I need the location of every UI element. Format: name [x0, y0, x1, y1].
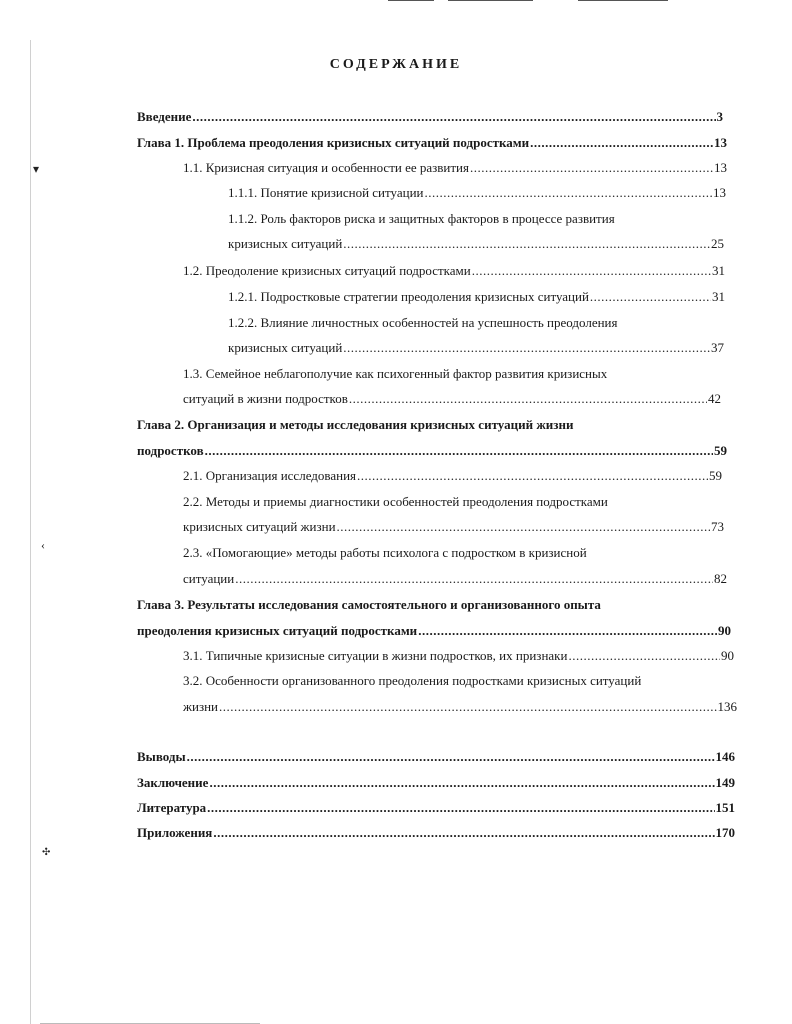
toc-page-number: 149: [715, 775, 735, 790]
toc-entry-text: Выводы: [137, 749, 186, 764]
toc-page-number: 73: [711, 519, 724, 534]
toc-entry-text: Литература: [137, 800, 207, 815]
toc-entry-text: ситуации: [183, 571, 235, 586]
toc-entry-text: кризисных ситуаций: [228, 340, 343, 355]
toc-entry-section-1-1-1: [228, 184, 726, 202]
toc-page-number: 170: [715, 825, 735, 840]
toc-entry-chapter-2-cont: [137, 442, 727, 460]
leader-dots: [349, 390, 707, 408]
toc-entry-text: Введение: [137, 109, 192, 124]
toc-entry-section-1-2-2: 1.2.2. Влияние личностных особенностей на успешность преодоления: [228, 315, 618, 330]
margin-speck-mark: ✣: [42, 847, 51, 858]
toc-entry-section-2-3-cont: [183, 570, 727, 588]
toc-page-number: 13: [713, 185, 726, 200]
leader-dots: [472, 262, 711, 280]
leader-dots: [207, 799, 714, 817]
leader-dots: [418, 622, 717, 640]
toc-entry-text: 1.2.1. Подростковые стратегии преодоления кризисных ситуаций: [228, 289, 589, 304]
toc-entry-section-2-2: 2.2. Методы и приемы диагностики особенностей преодоления подростками: [183, 494, 608, 509]
toc-page-number: 3: [716, 109, 723, 124]
toc-page-number: 59: [714, 443, 727, 458]
toc-entry-chapter-3: Глава 3. Результаты исследования самостоятельного и организованного опыта: [137, 597, 601, 612]
leader-dots: [187, 748, 715, 766]
document-title: СОДЕРЖАНИЕ: [329, 57, 463, 72]
toc-entry-chapter-1: [137, 134, 727, 152]
toc-entry-section-3-2: 3.2. Особенности организованного преодоления подростками кризисных ситуаций: [183, 673, 642, 688]
toc-entry-chapter-2: Глава 2. Организация и методы исследования кризисных ситуаций жизни: [137, 417, 574, 432]
leader-dots: [470, 159, 713, 177]
leader-dots: [192, 108, 715, 126]
toc-page-number: 151: [715, 800, 735, 815]
scan-artifact-line: [578, 0, 668, 1]
toc-entry-section-1-3: 1.3. Семейное неблагополучие как психогенный фактор развития кризисных: [183, 366, 608, 381]
leader-dots: [357, 467, 708, 485]
toc-page-number: 31: [712, 263, 725, 278]
toc-entry-section-1-2-1: [228, 288, 725, 306]
scan-artifact-line: [448, 0, 533, 1]
leader-dots: [219, 698, 717, 716]
toc-page-number: 82: [714, 571, 727, 586]
leader-dots: [590, 288, 711, 306]
toc-page-number: 37: [711, 340, 724, 355]
leader-dots: [337, 518, 710, 536]
leader-dots: [568, 647, 720, 665]
leader-dots: [343, 235, 710, 253]
toc-entry-appendices: [137, 824, 735, 842]
toc-entry-section-3-2-cont: [183, 698, 737, 716]
leader-dots: [235, 570, 713, 588]
leader-dots: [205, 442, 713, 460]
toc-entry-text: 2.1. Организация исследования: [183, 468, 357, 483]
toc-entry-text: 1.1. Кризисная ситуация и особенности ее развития: [183, 160, 469, 175]
toc-entry-section-3-1: [183, 647, 734, 665]
toc-entry-text: кризисных ситуаций жизни: [183, 519, 336, 534]
toc-entry-section-2-2-cont: [183, 518, 724, 536]
toc-page-number: 25: [711, 236, 724, 251]
toc-entry-section-1-3-cont: [183, 390, 721, 408]
scan-artifact-line: [388, 0, 434, 1]
toc-entry-introduction: [137, 108, 723, 126]
margin-arrow-mark: ‹: [41, 538, 45, 552]
leader-dots: [425, 184, 713, 202]
toc-entry-section-1-2-2-cont: [228, 339, 724, 357]
toc-page-number: 90: [721, 648, 734, 663]
leader-dots: [209, 774, 714, 792]
toc-entry-summary: [137, 774, 735, 792]
toc-page-number: 146: [715, 749, 735, 764]
toc-entry-text: Глава 1. Проблема преодоления кризисных ситуаций подростками: [137, 135, 530, 150]
toc-entry-text: 3.1. Типичные кризисные ситуации в жизни подростков, их признаки: [183, 648, 568, 663]
toc-entry-text: жизни: [183, 699, 218, 714]
toc-entry-text: преодоления кризисных ситуаций подростками: [137, 623, 418, 638]
toc-page-number: 90: [718, 623, 731, 638]
toc-entry-text: 1.2. Преодоление кризисных ситуаций подростками: [183, 263, 471, 278]
toc-entry-section-1-2: [183, 262, 725, 280]
toc-entry-references: [137, 799, 735, 817]
toc-entry-section-2-1: [183, 467, 722, 485]
toc-entry-text: кризисных ситуаций: [228, 236, 343, 251]
toc-entry-text: подростков: [137, 443, 204, 458]
toc-entry-section-1-1-2-cont: [228, 235, 724, 253]
toc-page-number: 42: [708, 391, 721, 406]
toc-entry-text: Приложения: [137, 825, 213, 840]
toc-entry-section-1-1: [183, 159, 727, 177]
toc-page-number: 59: [709, 468, 722, 483]
toc-page-number: 13: [714, 135, 727, 150]
scan-artifact-edge: [30, 40, 31, 1024]
margin-arrow-mark: ▾: [33, 162, 40, 176]
toc-entry-conclusions: [137, 748, 735, 766]
toc-entry-section-2-3: 2.3. «Помогающие» методы работы психолога с подростком в кризисной: [183, 545, 587, 560]
toc-page-number: 136: [717, 699, 737, 714]
leader-dots: [213, 824, 714, 842]
toc-entry-chapter-3-cont: [137, 622, 731, 640]
toc-entry-section-1-1-2: 1.1.2. Роль факторов риска и защитных факторов в процессе развития: [228, 211, 615, 226]
toc-entry-text: Заключение: [137, 775, 209, 790]
toc-page-number: 31: [712, 289, 725, 304]
toc-entry-text: ситуаций в жизни подростков: [183, 391, 348, 406]
leader-dots: [530, 134, 713, 152]
toc-page-number: 13: [714, 160, 727, 175]
leader-dots: [343, 339, 710, 357]
toc-entry-text: 1.1.1. Понятие кризисной ситуации: [228, 185, 424, 200]
